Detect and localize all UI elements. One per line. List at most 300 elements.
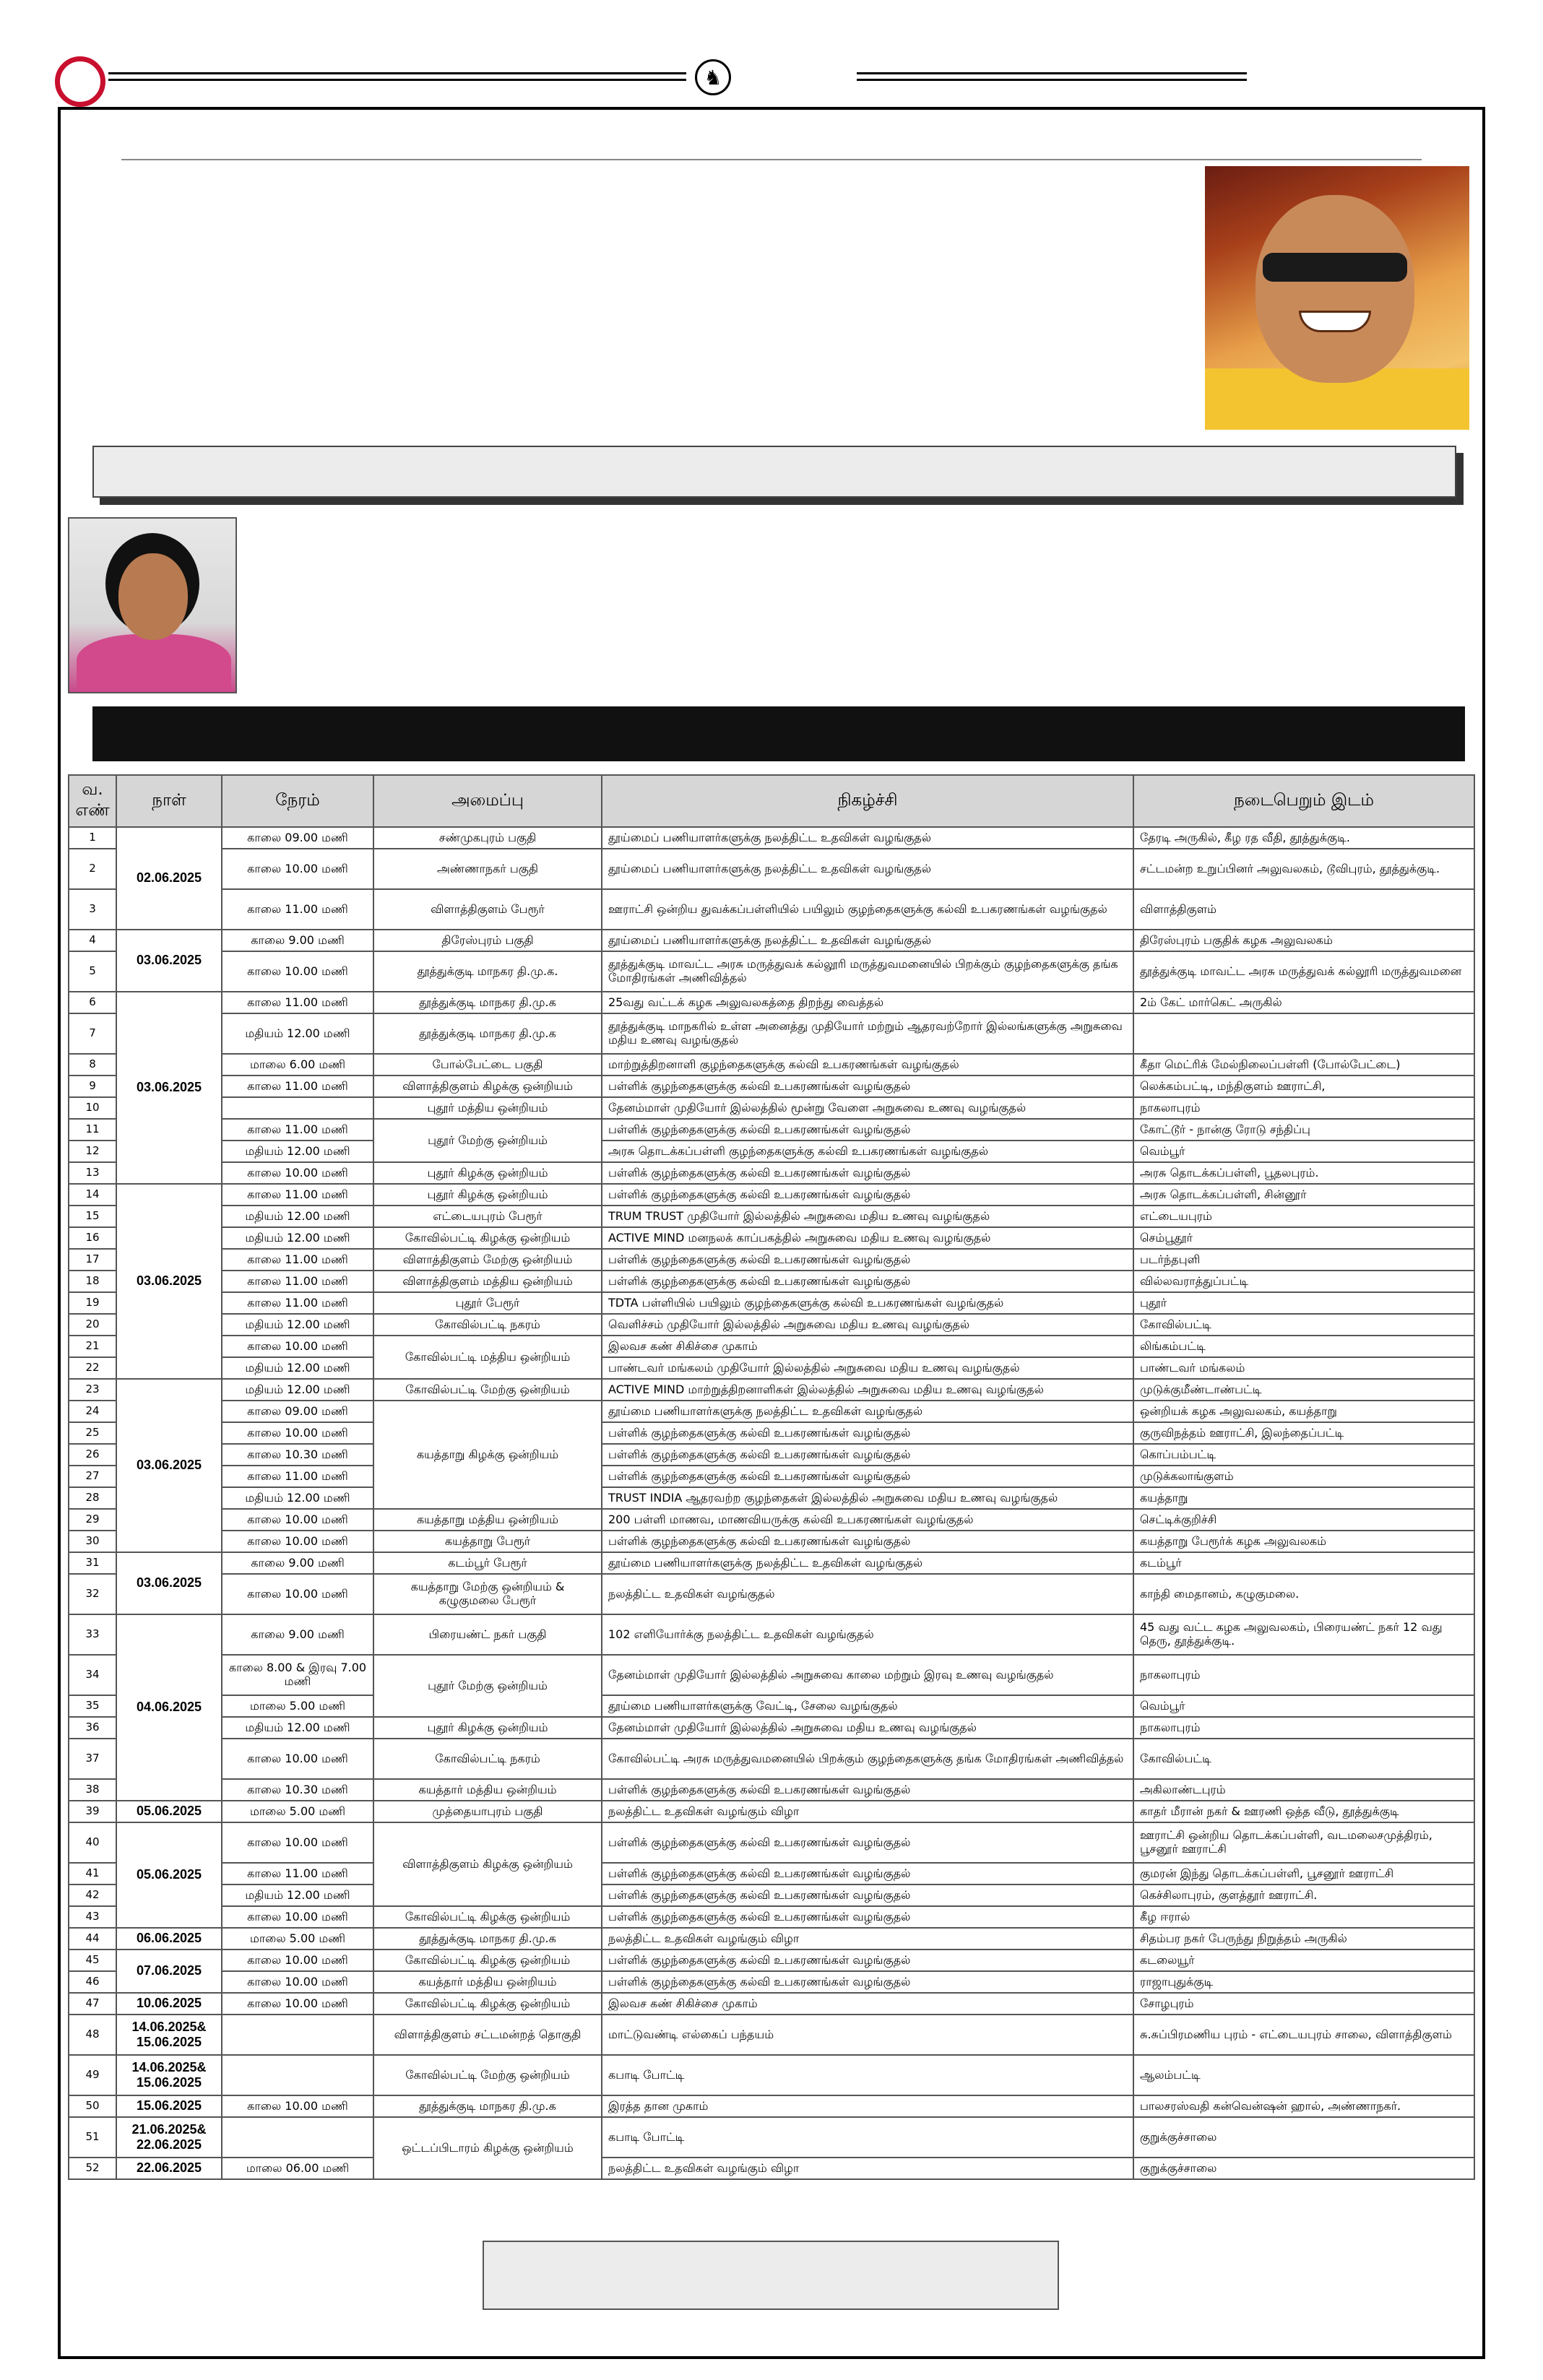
event-cell: பள்ளிக் குழந்தைகளுக்கு கல்வி உபகரணங்கள் வழங்குதல் — [602, 1531, 1133, 1552]
time-cell: மதியம் 12.00 மணி — [222, 1013, 373, 1054]
time-cell: காலை 10.00 மணி — [222, 1739, 373, 1779]
time-cell: மதியம் 12.00 மணி — [222, 1206, 373, 1227]
serial-number-cell: 23 — [69, 1379, 116, 1401]
date-cell: 02.06.2025 — [116, 827, 222, 930]
time-cell: காலை 11.00 மணி — [222, 889, 373, 930]
venue-cell: லெக்கம்பட்டி, மந்திகுளம் ஊராட்சி, — [1133, 1076, 1474, 1097]
serial-number-cell: 38 — [69, 1779, 116, 1801]
time-cell: காலை 9.00 மணி — [222, 1614, 373, 1655]
table-row — [69, 1379, 1474, 1401]
time-cell — [222, 2055, 373, 2095]
venue-cell: செம்பூதூர் — [1133, 1227, 1474, 1249]
organization-cell: புதூர் கிழக்கு ஒன்றியம் — [373, 1162, 602, 1184]
venue-cell: கயத்தாறு பேரூர்க் கழக அலுவலகம் — [1133, 1531, 1474, 1552]
table-row — [69, 1739, 1474, 1779]
time-cell: காலை 10.00 மணி — [222, 1971, 373, 1993]
date-cell: 03.06.2025 — [116, 1184, 222, 1379]
organization-cell: கயத்தார் மத்திய ஒன்றியம் — [373, 1779, 602, 1801]
time-cell: காலை 10.00 மணி — [222, 849, 373, 889]
event-cell: பாண்டவர் மங்கலம் முதியோர் இல்லத்தில் அறுசுவை மதிய உணவு வழங்குதல் — [602, 1357, 1133, 1379]
organization-cell: திரேஸ்புரம் பகுதி — [373, 930, 602, 951]
date-cell: 05.06.2025 — [116, 1801, 222, 1822]
venue-cell: வில்லவராத்துப்பட்டி — [1133, 1271, 1474, 1292]
organization-cell: கோவில்பட்டி நகரம் — [373, 1314, 602, 1336]
event-cell: நலத்திட்ட உதவிகள் வழங்கும் விழா — [602, 1801, 1133, 1822]
event-cell: TRUST INDIA ஆதரவற்ற குழந்தைகள் இல்லத்தில் அறுசுவை மதிய உணவு வழங்குதல் — [602, 1487, 1133, 1509]
table-row — [69, 1206, 1474, 1227]
organization-cell: கடம்பூர் பேரூர் — [373, 1552, 602, 1574]
time-cell: மதியம் 12.00 மணி — [222, 1884, 373, 1906]
organization-cell: விளாத்திகுளம் பேரூர் — [373, 889, 602, 930]
time-cell: காலை 11.00 மணி — [222, 1119, 373, 1141]
time-cell: மாலை 5.00 மணி — [222, 1928, 373, 1950]
organization-cell: கோவில்பட்டி கிழக்கு ஒன்றியம் — [373, 1993, 602, 2015]
serial-number-cell: 9 — [69, 1076, 116, 1097]
serial-number-cell: 14 — [69, 1184, 116, 1206]
venue-cell: குறுக்குச்சாலை — [1133, 2117, 1474, 2158]
venue-cell: குருவிநத்தம் ஊராட்சி, இலந்தைப்பட்டி — [1133, 1422, 1474, 1444]
serial-number-cell: 2 — [69, 849, 116, 889]
serial-number-cell: 52 — [69, 2158, 116, 2179]
event-cell: பள்ளிக் குழந்தைகளுக்கு கல்வி உபகரணங்கள் வழங்குதல் — [602, 1249, 1133, 1271]
organization-cell: முத்தையாபுரம் பகுதி — [373, 1801, 602, 1822]
footer-box — [483, 2241, 1059, 2310]
serial-number-cell: 29 — [69, 1509, 116, 1531]
date-cell: 14.06.2025& 15.06.2025 — [116, 2055, 222, 2095]
party-emblem-icon: ♞ — [695, 59, 731, 95]
venue-cell: பாலசரஸ்வதி கன்வென்ஷன் ஹால், அண்ணாநகர். — [1133, 2095, 1474, 2117]
time-cell: காலை 10.00 மணி — [222, 1509, 373, 1531]
time-cell: மதியம் 12.00 மணி — [222, 1141, 373, 1162]
organization-cell: விளாத்திகுளம் கிழக்கு ஒன்றியம் — [373, 1822, 602, 1906]
event-schedule-table — [68, 774, 1475, 2180]
venue-cell: விளாத்திகுளம் — [1133, 889, 1474, 930]
venue-cell: தூத்துக்குடி மாவட்ட அரசு மருத்துவக் கல்லூரி மருத்துவமனை — [1133, 951, 1474, 992]
venue-cell: கோவில்பட்டி — [1133, 1314, 1474, 1336]
table-row — [69, 2095, 1474, 2117]
table-row — [69, 2015, 1474, 2055]
organization-cell: புதூர் பேரூர் — [373, 1292, 602, 1314]
time-cell: காலை 10.00 மணி — [222, 1822, 373, 1863]
serial-number-cell: 25 — [69, 1422, 116, 1444]
venue-cell: 2ம் கேட் மார்கெட் அருகில் — [1133, 992, 1474, 1013]
time-cell: காலை 11.00 மணி — [222, 1249, 373, 1271]
serial-number-cell: 15 — [69, 1206, 116, 1227]
organization-cell: புதூர் கிழக்கு ஒன்றியம் — [373, 1717, 602, 1739]
venue-cell: ஒன்றியக் கழக அலுவலகம், கயத்தாறு — [1133, 1401, 1474, 1422]
organization-cell: கயத்தாறு மத்திய ஒன்றியம் — [373, 1509, 602, 1531]
venue-cell: கீதா மெட்ரிக் மேல்நிலைப்பள்ளி (போல்பேட்டை) — [1133, 1054, 1474, 1076]
venue-cell: செட்டிக்குறிச்சி — [1133, 1509, 1474, 1531]
organization-cell: தூத்துக்குடி மாநகர தி.மு.க — [373, 2095, 602, 2117]
venue-cell: கடலையூர் — [1133, 1950, 1474, 1971]
event-cell: கோவில்பட்டி அரசு மருத்துவமனையில் பிறக்கும் குழந்தைகளுக்கு தங்க மோதிரங்கள் அணிவித்தல் — [602, 1739, 1133, 1779]
table-row — [69, 1097, 1474, 1119]
serial-number-cell: 18 — [69, 1271, 116, 1292]
venue-cell: சோழபுரம் — [1133, 1993, 1474, 2015]
event-cell: 25வது வட்டக் கழக அலுவலகத்தை திறந்து வைத்தல் — [602, 992, 1133, 1013]
venue-cell: முடுக்குமீண்டாண்பட்டி — [1133, 1379, 1474, 1401]
table-row — [69, 1801, 1474, 1822]
serial-number-cell: 13 — [69, 1162, 116, 1184]
table-row — [69, 1401, 1474, 1422]
table-row — [69, 992, 1474, 1013]
leader-portrait-photo — [1205, 166, 1469, 430]
serial-number-cell: 24 — [69, 1401, 116, 1422]
venue-cell: எட்டையபுரம் — [1133, 1206, 1474, 1227]
date-cell: 15.06.2025 — [116, 2095, 222, 2117]
time-cell: மதியம் 12.00 மணி — [222, 1357, 373, 1379]
serial-number-cell: 49 — [69, 2055, 116, 2095]
time-cell: மாலை 5.00 மணி — [222, 1695, 373, 1717]
table-row — [69, 1119, 1474, 1141]
serial-number-cell: 6 — [69, 992, 116, 1013]
table-row — [69, 1336, 1474, 1357]
venue-cell: அரசு தொடக்கப்பள்ளி, சின்னூர் — [1133, 1184, 1474, 1206]
table-row — [69, 2055, 1474, 2095]
table-row — [69, 1466, 1474, 1487]
time-cell: காலை 11.00 மணி — [222, 1271, 373, 1292]
event-cell: 102 எளியோர்க்கு நலத்திட்ட உதவிகள் வழங்குதல் — [602, 1614, 1133, 1655]
organization-cell: விளாத்திகுளம் மத்திய ஒன்றியம் — [373, 1271, 602, 1292]
serial-number-cell: 3 — [69, 889, 116, 930]
date-cell: 03.06.2025 — [116, 1379, 222, 1552]
event-cell: இரத்த தான முகாம் — [602, 2095, 1133, 2117]
organization-cell: விளாத்திகுளம் சட்டமன்றத் தொகுதி — [373, 2015, 602, 2055]
event-cell: பள்ளிக் குழந்தைகளுக்கு கல்வி உபகரணங்கள் வழங்குதல் — [602, 1863, 1133, 1884]
event-cell: பள்ளிக் குழந்தைகளுக்கு கல்வி உபகரணங்கள் வழங்குதல் — [602, 1444, 1133, 1466]
organization-cell: பிரையண்ட் நகர் பகுதி — [373, 1614, 602, 1655]
serial-number-cell: 35 — [69, 1695, 116, 1717]
organization-cell: போல்பேட்டை பகுதி — [373, 1054, 602, 1076]
event-cell: நலத்திட்ட உதவிகள் வழங்கும் விழா — [602, 1928, 1133, 1950]
table-row — [69, 827, 1474, 849]
organization-cell: அண்ணாநகர் பகுதி — [373, 849, 602, 889]
event-cell: ACTIVE MIND மனநலக் காப்பகத்தில் அறுசுவை மதிய உணவு வழங்குதல் — [602, 1227, 1133, 1249]
time-cell: காலை 9.00 மணி — [222, 1552, 373, 1574]
organization-cell: தூத்துக்குடி மாநகர தி.மு.க — [373, 1928, 602, 1950]
venue-cell: அகிலாண்டபுரம் — [1133, 1779, 1474, 1801]
table-row — [69, 2117, 1474, 2158]
venue-cell: ஆலம்பட்டி — [1133, 2055, 1474, 2095]
table-row — [69, 1614, 1474, 1655]
organization-cell: எட்டையபுரம் பேரூர் — [373, 1206, 602, 1227]
time-cell: காலை 10.00 மணி — [222, 2095, 373, 2117]
event-cell: TDTA பள்ளியில் பயிலும் குழந்தைகளுக்கு கல்வி உபகரணங்கள் வழங்குதல் — [602, 1292, 1133, 1314]
time-cell: காலை 10.00 மணி — [222, 1993, 373, 2015]
serial-number-cell: 10 — [69, 1097, 116, 1119]
time-cell — [222, 2117, 373, 2158]
organization-cell: கோவில்பட்டி கிழக்கு ஒன்றியம் — [373, 1950, 602, 1971]
serial-number-cell: 1 — [69, 827, 116, 849]
table-row — [69, 1928, 1474, 1950]
table-row — [69, 1509, 1474, 1531]
serial-number-cell: 32 — [69, 1574, 116, 1614]
venue-cell: புதூர் — [1133, 1292, 1474, 1314]
serial-number-cell: 40 — [69, 1822, 116, 1863]
venue-cell: கெச்சிலாபுரம், குளத்தூர் ஊராட்சி. — [1133, 1884, 1474, 1906]
serial-number-cell: 44 — [69, 1928, 116, 1950]
event-cell: பள்ளிக் குழந்தைகளுக்கு கல்வி உபகரணங்கள் வழங்குதல் — [602, 1466, 1133, 1487]
event-cell: பள்ளிக் குழந்தைகளுக்கு கல்வி உபகரணங்கள் வழங்குதல் — [602, 1184, 1133, 1206]
event-cell: மாற்றுத்திறனாளி குழந்தைகளுக்கு கல்வி உபகரணங்கள் வழங்குதல் — [602, 1054, 1133, 1076]
header-divider — [121, 159, 1422, 160]
table-row — [69, 1574, 1474, 1614]
serial-number-cell: 42 — [69, 1884, 116, 1906]
time-cell: காலை 10.00 மணி — [222, 1574, 373, 1614]
time-cell — [222, 2015, 373, 2055]
col-header-date: நாள் — [116, 775, 222, 827]
venue-cell: ஊராட்சி ஒன்றிய தொடக்கப்பள்ளி, வடமலைசமுத்திரம், பூசனூர் ஊராட்சி — [1133, 1822, 1474, 1863]
event-cell: பள்ளிக் குழந்தைகளுக்கு கல்வி உபகரணங்கள் வழங்குதல் — [602, 1162, 1133, 1184]
serial-number-cell: 4 — [69, 930, 116, 951]
venue-cell: 45 வது வட்ட கழக அலுவலகம், பிரையண்ட் நகர் 12 வது தெரு, தூத்துக்குடி. — [1133, 1614, 1474, 1655]
table-row — [69, 951, 1474, 992]
time-cell: காலை 9.00 மணி — [222, 930, 373, 951]
serial-number-cell: 5 — [69, 951, 116, 992]
organization-cell: கயத்தார் மத்திய ஒன்றியம் — [373, 1971, 602, 1993]
event-cell: தூய்மைப் பணியாளர்களுக்கு நலத்திட்ட உதவிகள் வழங்குதல் — [602, 827, 1133, 849]
table-row — [69, 1487, 1474, 1509]
time-cell: மதியம் 12.00 மணி — [222, 1487, 373, 1509]
event-cell: மாட்டுவண்டி எல்கைப் பந்தயம் — [602, 2015, 1133, 2055]
col-header-org: அமைப்பு — [373, 775, 602, 827]
time-cell: காலை 10.00 மணி — [222, 1162, 373, 1184]
serial-number-cell: 17 — [69, 1249, 116, 1271]
venue-cell: ராஜாபுதுக்குடி — [1133, 1971, 1474, 1993]
organization-cell: விளாத்திகுளம் கிழக்கு ஒன்றியம் — [373, 1076, 602, 1097]
venue-cell: கீழ ஈரால் — [1133, 1906, 1474, 1928]
organization-cell: புதூர் கிழக்கு ஒன்றியம் — [373, 1184, 602, 1206]
table-row — [69, 1822, 1474, 1863]
table-row — [69, 2158, 1474, 2179]
table-row — [69, 1292, 1474, 1314]
event-cell: நலத்திட்ட உதவிகள் வழங்கும் விழா — [602, 2158, 1133, 2179]
serial-number-cell: 36 — [69, 1717, 116, 1739]
time-cell: காலை 11.00 மணி — [222, 1292, 373, 1314]
table-row — [69, 1271, 1474, 1292]
time-cell: காலை 11.00 மணி — [222, 1076, 373, 1097]
venue-cell: குறுக்குச்சாலை — [1133, 2158, 1474, 2179]
event-cell: தூய்மை பணியாளர்களுக்கு நலத்திட்ட உதவிகள் வழங்குதல் — [602, 1552, 1133, 1574]
event-cell: தூத்துக்குடி மாவட்ட அரசு மருத்துவக் கல்லூரி மருத்துவமனையில் பிறக்கும் குழந்தைகளுக்கு தங்க மோதிரங்கள் அணிவித்தல் — [602, 951, 1133, 992]
organization-cell: தூத்துக்குடி மாநகர தி.மு.க — [373, 992, 602, 1013]
date-cell: 22.06.2025 — [116, 2158, 222, 2179]
date-cell: 03.06.2025 — [116, 992, 222, 1184]
serial-number-cell: 27 — [69, 1466, 116, 1487]
organization-cell: கோவில்பட்டி கிழக்கு ஒன்றியம் — [373, 1227, 602, 1249]
table-row — [69, 1993, 1474, 2015]
time-cell: மதியம் 12.00 மணி — [222, 1227, 373, 1249]
table-row — [69, 1906, 1474, 1928]
table-row — [69, 849, 1474, 889]
organization-cell: தூத்துக்குடி மாநகர தி.மு.க. — [373, 951, 602, 992]
event-cell: கபாடி போட்டி — [602, 2055, 1133, 2095]
organization-cell: புதூர் மேற்கு ஒன்றியம் — [373, 1119, 602, 1162]
time-cell: காலை 10.00 மணி — [222, 951, 373, 992]
venue-cell: பாண்டவர் மங்கலம் — [1133, 1357, 1474, 1379]
event-cell: பள்ளிக் குழந்தைகளுக்கு கல்வி உபகரணங்கள் வழங்குதல் — [602, 1884, 1133, 1906]
time-cell: காலை 11.00 மணி — [222, 992, 373, 1013]
serial-number-cell: 19 — [69, 1292, 116, 1314]
serial-number-cell: 21 — [69, 1336, 116, 1357]
table-row — [69, 1863, 1474, 1884]
event-cell: பள்ளிக் குழந்தைகளுக்கு கல்வி உபகரணங்கள் வழங்குதல் — [602, 1119, 1133, 1141]
table-row — [69, 1717, 1474, 1739]
table-row — [69, 1249, 1474, 1271]
table-row — [69, 1779, 1474, 1801]
event-cell: தூத்துக்குடி மாநகரில் உள்ள அனைத்து முதியோர் மற்றும் ஆதரவற்றோர் இல்லங்களுக்கு அறுசுவை மதிய உணவு வழங்குதல் — [602, 1013, 1133, 1054]
time-cell: காலை 10.00 மணி — [222, 1336, 373, 1357]
serial-number-cell: 33 — [69, 1614, 116, 1655]
venue-cell: காதர் மீரான் நகர் & ஊரணி ஒத்த வீடு, தூத்துக்குடி — [1133, 1801, 1474, 1822]
venue-cell: சட்டமன்ற உறுப்பினர் அலுவலகம், டூவிபுரம், தூத்துக்குடி. — [1133, 849, 1474, 889]
event-cell: தேனம்மாள் முதியோர் இல்லத்தில் அறுசுவை மதிய உணவு வழங்குதல் — [602, 1717, 1133, 1739]
serial-number-cell: 48 — [69, 2015, 116, 2055]
time-cell: காலை 09.00 மணி — [222, 827, 373, 849]
table-row — [69, 1884, 1474, 1906]
event-cell: வெளிச்சம் முதியோர் இல்லத்தில் அறுசுவை மதிய உணவு வழங்குதல் — [602, 1314, 1133, 1336]
table-row — [69, 1655, 1474, 1695]
table-row — [69, 1971, 1474, 1993]
event-cell: பள்ளிக் குழந்தைகளுக்கு கல்வி உபகரணங்கள் வழங்குதல் — [602, 1822, 1133, 1863]
venue-cell: திரேஸ்புரம் பகுதிக் கழக அலுவலகம் — [1133, 930, 1474, 951]
event-cell: இலவச கண் சிகிச்சை முகாம் — [602, 1336, 1133, 1357]
date-cell: 04.06.2025 — [116, 1614, 222, 1801]
organization-cell: புதூர் மத்திய ஒன்றியம் — [373, 1097, 602, 1119]
event-cell: பள்ளிக் குழந்தைகளுக்கு கல்வி உபகரணங்கள் வழங்குதல் — [602, 1906, 1133, 1928]
time-cell: மதியம் 12.00 மணி — [222, 1314, 373, 1336]
table-header-row — [69, 775, 1474, 827]
event-cell: அரசு தொடக்கப்பள்ளி குழந்தைகளுக்கு கல்வி உபகரணங்கள் வழங்குதல் — [602, 1141, 1133, 1162]
organization-cell: ஒட்டப்பிடாரம் கிழக்கு ஒன்றியம் — [373, 2117, 602, 2179]
event-cell: தூய்மைப் பணியாளர்களுக்கு நலத்திட்ட உதவிகள் வழங்குதல் — [602, 849, 1133, 889]
table-row — [69, 1076, 1474, 1097]
time-cell: மாலை 06.00 மணி — [222, 2158, 373, 2179]
time-cell: மதியம் 12.00 மணி — [222, 1717, 373, 1739]
venue-cell: கொப்பம்பட்டி — [1133, 1444, 1474, 1466]
event-cell: பள்ளிக் குழந்தைகளுக்கு கல்வி உபகரணங்கள் வழங்குதல் — [602, 1971, 1133, 1993]
venue-cell: கடம்பூர் — [1133, 1552, 1474, 1574]
venue-cell: நாகலாபுரம் — [1133, 1717, 1474, 1739]
time-cell: காலை 10.00 மணி — [222, 1422, 373, 1444]
serial-number-cell: 39 — [69, 1801, 116, 1822]
table-row — [69, 1357, 1474, 1379]
serial-number-cell: 51 — [69, 2117, 116, 2158]
event-cell: 200 பள்ளி மாணவ, மாணவியருக்கு கல்வி உபகரணங்கள் வழங்குதல் — [602, 1509, 1133, 1531]
table-row — [69, 1227, 1474, 1249]
serial-number-cell: 20 — [69, 1314, 116, 1336]
date-cell: 03.06.2025 — [116, 930, 222, 992]
date-cell: 21.06.2025& 22.06.2025 — [116, 2117, 222, 2158]
time-cell: காலை 10.00 மணி — [222, 1906, 373, 1928]
table-row — [69, 1054, 1474, 1076]
serial-number-cell: 34 — [69, 1655, 116, 1695]
table-row — [69, 1422, 1474, 1444]
organization-cell: கோவில்பட்டி மேற்கு ஒன்றியம் — [373, 2055, 602, 2095]
table-row — [69, 1141, 1474, 1162]
serial-number-cell: 26 — [69, 1444, 116, 1466]
table-row — [69, 1184, 1474, 1206]
table-row — [69, 1013, 1474, 1054]
event-cell: ACTIVE MIND மாற்றுத்திறனாளிகள் இல்லத்தில் அறுசுவை மதிய உணவு வழங்குதல் — [602, 1379, 1133, 1401]
venue-cell: அரசு தொடக்கப்பள்ளி, பூதலபுரம். — [1133, 1162, 1474, 1184]
date-cell: 03.06.2025 — [116, 1552, 222, 1614]
venue-cell: சு.சுப்பிரமணிய புரம் - எட்டையபுரம் சாலை, விளாத்திகுளம் — [1133, 2015, 1474, 2055]
time-cell: மதியம் 12.00 மணி — [222, 1379, 373, 1401]
event-cell: பள்ளிக் குழந்தைகளுக்கு கல்வி உபகரணங்கள் வழங்குதல் — [602, 1779, 1133, 1801]
table-row — [69, 889, 1474, 930]
serial-number-cell: 28 — [69, 1487, 116, 1509]
organization-cell: கோவில்பட்டி கிழக்கு ஒன்றியம் — [373, 1906, 602, 1928]
organization-cell: கயத்தாறு கிழக்கு ஒன்றியம் — [373, 1401, 602, 1509]
venue-cell: கோவில்பட்டி — [1133, 1739, 1474, 1779]
venue-cell: காந்தி மைதானம், கழுகுமலை. — [1133, 1574, 1474, 1614]
date-cell: 07.06.2025 — [116, 1950, 222, 1993]
serial-number-cell: 43 — [69, 1906, 116, 1928]
table-row — [69, 1950, 1474, 1971]
time-cell: மாலை 5.00 மணி — [222, 1801, 373, 1822]
serial-number-cell: 7 — [69, 1013, 116, 1054]
venue-cell: குமரன் இந்து தொடக்கப்பள்ளி, பூசனூர் ஊராட்சி — [1133, 1863, 1474, 1884]
venue-cell: கோட்டூர் - நான்கு ரோடு சந்திப்பு — [1133, 1119, 1474, 1141]
table-row — [69, 1531, 1474, 1552]
time-cell: காலை 11.00 மணி — [222, 1184, 373, 1206]
time-cell: காலை 10.30 மணி — [222, 1444, 373, 1466]
serial-number-cell: 45 — [69, 1950, 116, 1971]
date-cell: 06.06.2025 — [116, 1928, 222, 1950]
masthead-rule-right — [857, 72, 1247, 81]
table-row — [69, 1162, 1474, 1184]
event-cell: பள்ளிக் குழந்தைகளுக்கு கல்வி உபகரணங்கள் வழங்குதல் — [602, 1950, 1133, 1971]
serial-number-cell: 50 — [69, 2095, 116, 2117]
time-cell: காலை 10.30 மணி — [222, 1779, 373, 1801]
venue-cell: முடுக்கலாங்குளம் — [1133, 1466, 1474, 1487]
col-header-sno: வ. எண் — [69, 775, 116, 827]
serial-number-cell: 31 — [69, 1552, 116, 1574]
col-header-venue: நடைபெறும் இடம் — [1133, 775, 1474, 827]
serial-number-cell: 11 — [69, 1119, 116, 1141]
table-row — [69, 1444, 1474, 1466]
event-cell: தூய்மை பணியாளர்களுக்கு வேட்டி, சேலை வழங்குதல் — [602, 1695, 1133, 1717]
event-cell: பள்ளிக் குழந்தைகளுக்கு கல்வி உபகரணங்கள் வழங்குதல் — [602, 1271, 1133, 1292]
serial-number-cell: 47 — [69, 1993, 116, 2015]
venue-cell: நாகலாபுரம் — [1133, 1655, 1474, 1695]
date-cell: 05.06.2025 — [116, 1822, 222, 1928]
time-cell — [222, 1097, 373, 1119]
table-row — [69, 1552, 1474, 1574]
serial-number-cell: 22 — [69, 1357, 116, 1379]
serial-number-cell: 12 — [69, 1141, 116, 1162]
event-cell: பள்ளிக் குழந்தைகளுக்கு கல்வி உபகரணங்கள் வழங்குதல் — [602, 1422, 1133, 1444]
organization-cell: புதூர் மேற்கு ஒன்றியம் — [373, 1655, 602, 1717]
serial-number-cell: 37 — [69, 1739, 116, 1779]
serial-number-cell: 8 — [69, 1054, 116, 1076]
time-cell: காலை 11.00 மணி — [222, 1466, 373, 1487]
time-cell: மாலை 6.00 மணி — [222, 1054, 373, 1076]
organization-cell: கயத்தாறு மேற்கு ஒன்றியம் & கழுகுமலை பேரூர் — [373, 1574, 602, 1614]
venue-cell: வெம்பூர் — [1133, 1141, 1474, 1162]
venue-cell: வெம்பூர் — [1133, 1695, 1474, 1717]
section-header-bar — [92, 706, 1465, 761]
event-cell: தூய்மைப் பணியாளர்களுக்கு நலத்திட்ட உதவிகள் வழங்குதல் — [602, 930, 1133, 951]
table-row — [69, 1695, 1474, 1717]
event-cell: ஊராட்சி ஒன்றிய துவக்கப்பள்ளியில் பயிலும் குழந்தைகளுக்கு கல்வி உபகரணங்கள் வழங்குதல் — [602, 889, 1133, 930]
serial-number-cell: 16 — [69, 1227, 116, 1249]
event-cell: TRUM TRUST முதியோர் இல்லத்தில் அறுசுவை மதிய உணவு வழங்குதல் — [602, 1206, 1133, 1227]
table-row — [69, 1314, 1474, 1336]
organization-cell: தூத்துக்குடி மாநகர தி.மு.க — [373, 1013, 602, 1054]
